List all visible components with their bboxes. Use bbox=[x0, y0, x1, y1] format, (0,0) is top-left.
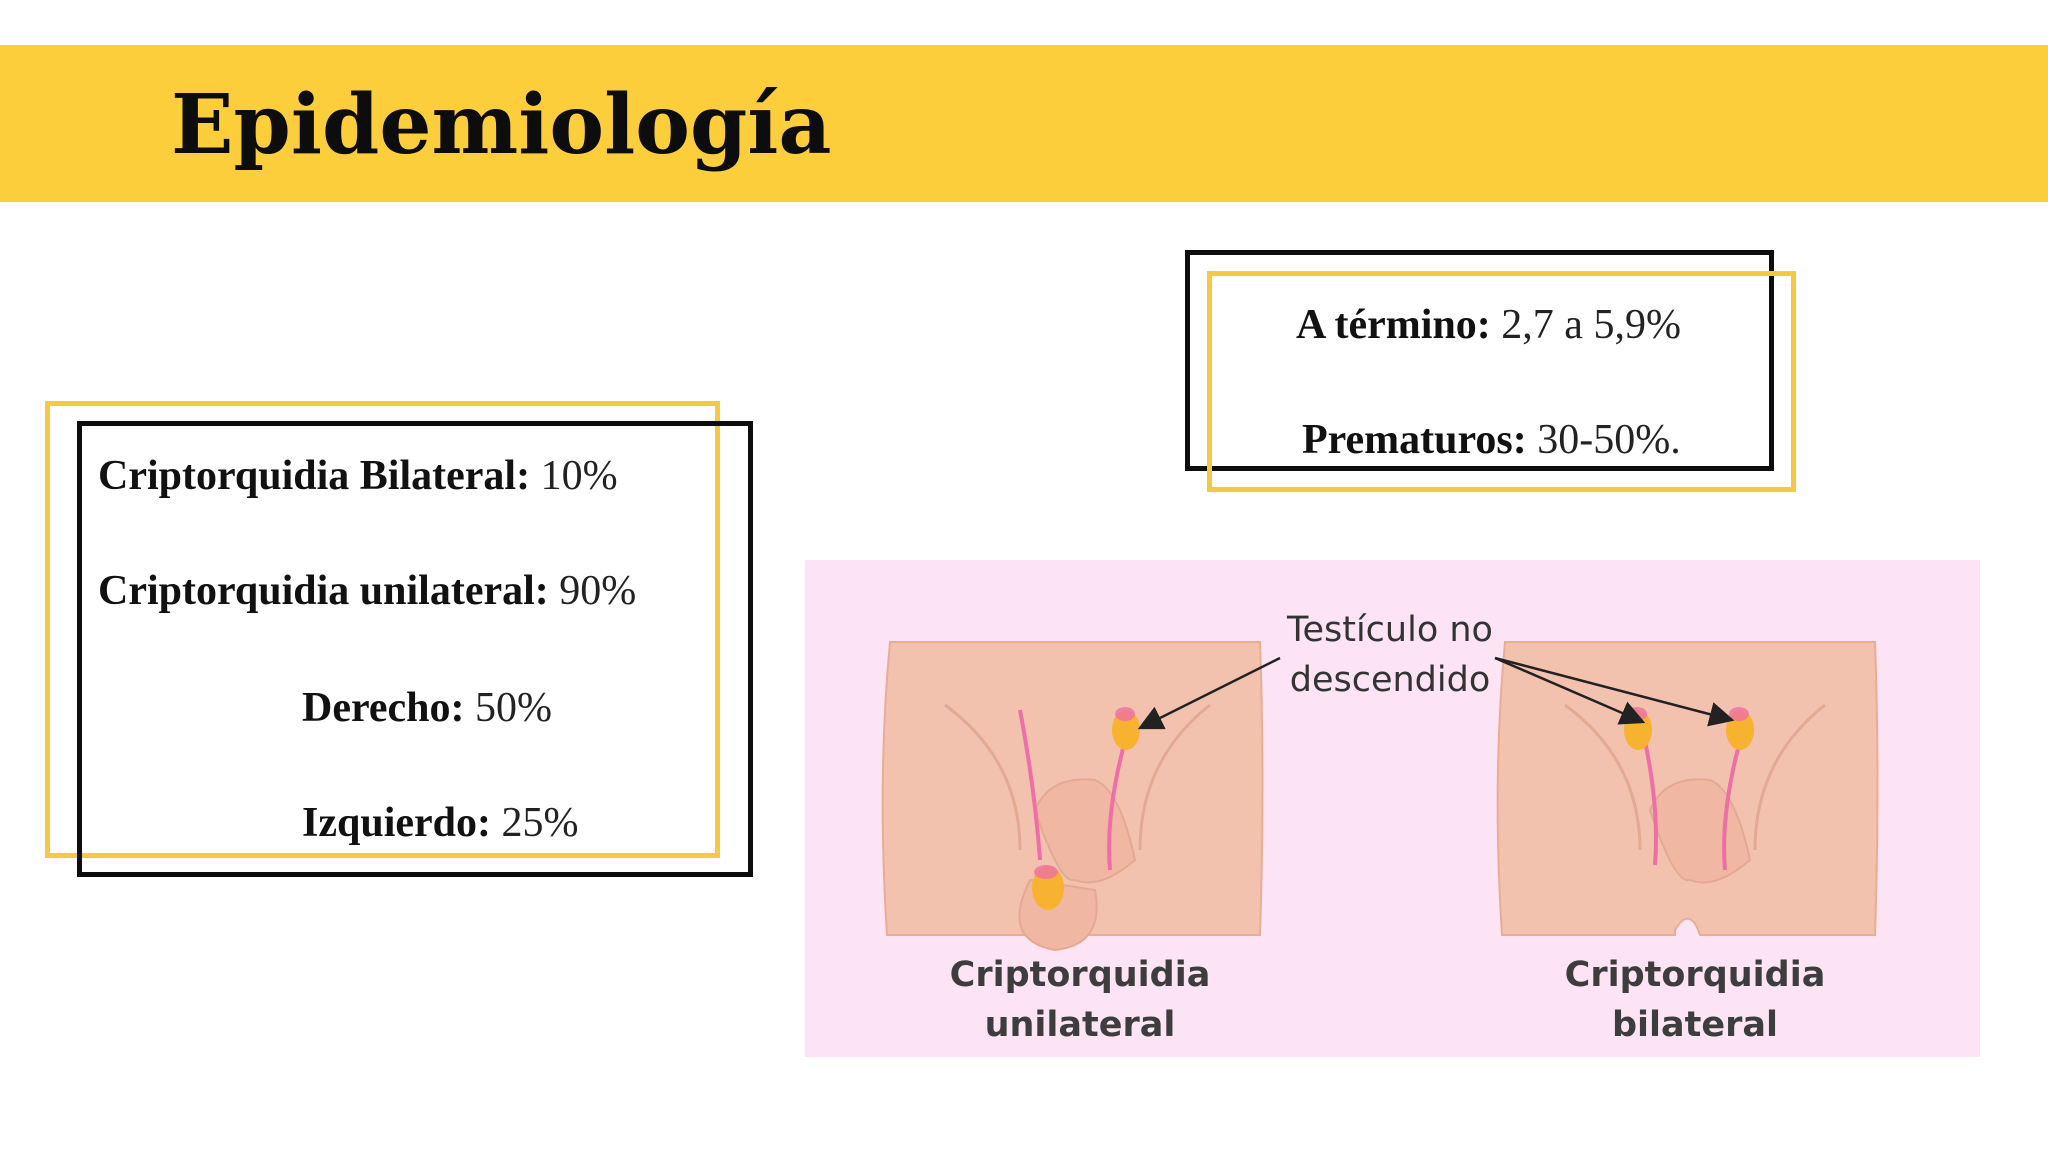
stat-preterm bbox=[1302, 419, 1681, 461]
caption-unilateral bbox=[905, 950, 1255, 1050]
stat-unilateral-label: Criptorquidia unilateral: bbox=[98, 568, 549, 614]
stat-preterm-value: 30-50%. bbox=[1537, 417, 1681, 463]
stat-bilateral-label: Criptorquidia Bilateral: bbox=[98, 453, 531, 499]
unilateral-figure bbox=[883, 642, 1263, 950]
annotation-line2: descendido bbox=[1289, 660, 1491, 700]
caption-bilateral-line2: bilateral bbox=[1611, 1005, 1778, 1045]
caption-bilateral-line1: Criptorquidia bbox=[1564, 955, 1826, 995]
stat-term-label: A término: bbox=[1296, 302, 1491, 348]
stat-bilateral-value: 10% bbox=[540, 453, 618, 499]
caption-bilateral bbox=[1520, 950, 1870, 1050]
stat-right bbox=[302, 687, 552, 729]
stat-preterm-label: Prematuros: bbox=[1302, 417, 1527, 463]
stat-left-value: 25% bbox=[501, 800, 579, 846]
stat-right-value: 50% bbox=[474, 685, 552, 731]
caption-unilateral-line2: unilateral bbox=[984, 1005, 1176, 1045]
annotation-label bbox=[1225, 605, 1555, 705]
stat-unilateral bbox=[98, 570, 636, 612]
annotation-line1: Testículo no bbox=[1287, 610, 1493, 650]
stat-left bbox=[302, 802, 579, 844]
stat-right-label: Derecho: bbox=[302, 685, 465, 731]
cryptorchidism-illustration bbox=[805, 560, 1980, 1057]
stat-term-value: 2,7 a 5,9% bbox=[1501, 302, 1681, 348]
stat-term bbox=[1296, 304, 1681, 346]
stat-unilateral-value: 90% bbox=[559, 568, 637, 614]
caption-unilateral-line1: Criptorquidia bbox=[949, 955, 1211, 995]
stat-bilateral bbox=[98, 455, 618, 497]
page-title: Epidemiología bbox=[171, 77, 832, 173]
stat-left-label: Izquierdo: bbox=[302, 800, 491, 846]
